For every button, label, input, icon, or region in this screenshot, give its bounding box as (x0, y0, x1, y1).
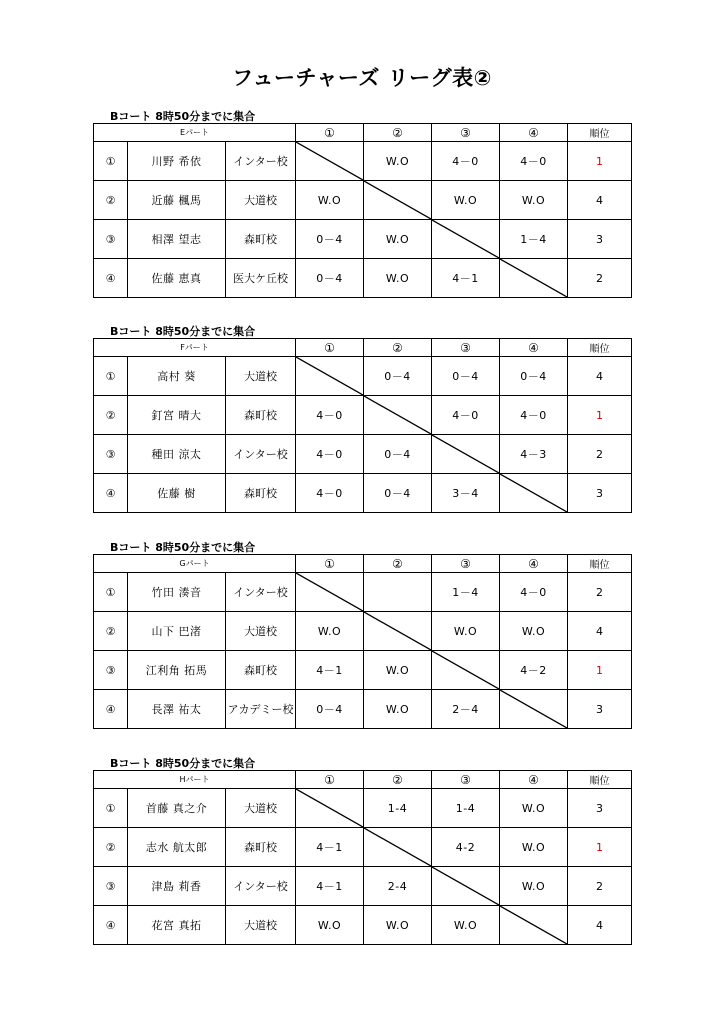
player-school: 大道校 (226, 181, 296, 220)
match-result: W.O (500, 789, 568, 828)
self-match-cell (500, 259, 568, 298)
diagonal-line (364, 181, 431, 219)
match-result: 4－1 (296, 828, 364, 867)
player-name: 釘宮 晴大 (128, 396, 226, 435)
player-number: ① (94, 789, 128, 828)
match-result: W.O (296, 906, 364, 945)
column-header: ③ (432, 555, 500, 573)
match-result: 4－3 (500, 435, 568, 474)
player-rank: 1 (568, 142, 632, 181)
match-result: W.O (500, 828, 568, 867)
player-number: ② (94, 612, 128, 651)
match-result: W.O (364, 651, 432, 690)
player-school: 森町校 (226, 220, 296, 259)
match-result: 4－0 (432, 142, 500, 181)
player-rank: 3 (568, 789, 632, 828)
match-result: 4－0 (296, 435, 364, 474)
player-name: 首藤 真之介 (128, 789, 226, 828)
player-rank: 2 (568, 259, 632, 298)
league-caption: Bコート 8時50分までに集合 (110, 757, 256, 770)
player-number: ② (94, 396, 128, 435)
player-number: ④ (94, 906, 128, 945)
player-rank: 2 (568, 573, 632, 612)
diagonal-line (500, 259, 567, 297)
page-title: フューチャーズ リーグ表② (232, 66, 492, 90)
match-result: W.O (500, 181, 568, 220)
player-row (94, 259, 632, 298)
league-caption: Bコート 8時50分までに集合 (110, 541, 256, 554)
player-name: 相澤 望志 (128, 220, 226, 259)
match-result: 4－2 (500, 651, 568, 690)
header-row (94, 771, 632, 789)
player-name: 江利角 拓馬 (128, 651, 226, 690)
column-header: ④ (500, 771, 568, 789)
column-header: ④ (500, 555, 568, 573)
player-row (94, 220, 632, 259)
diagonal-line (500, 690, 567, 728)
self-match-cell (364, 612, 432, 651)
match-result: W.O (432, 906, 500, 945)
player-number: ③ (94, 435, 128, 474)
column-header: ④ (500, 339, 568, 357)
self-match-cell (500, 474, 568, 513)
player-row (94, 396, 632, 435)
match-result: 0－4 (432, 357, 500, 396)
match-result: 4－0 (500, 396, 568, 435)
player-name: 花宮 真拓 (128, 906, 226, 945)
player-number: ① (94, 573, 128, 612)
diagonal-line (432, 220, 499, 258)
player-rank: 4 (568, 357, 632, 396)
player-school: インター校 (226, 142, 296, 181)
diagonal-line (364, 828, 431, 866)
self-match-cell (364, 828, 432, 867)
diagonal-line (296, 357, 363, 395)
match-result: 4－0 (296, 396, 364, 435)
diagonal-line (500, 474, 567, 512)
rank-header: 順位 (568, 124, 632, 142)
player-rank: 4 (568, 612, 632, 651)
match-result: W.O (296, 612, 364, 651)
diagonal-line (364, 396, 431, 434)
header-row (94, 124, 632, 142)
player-school: 大道校 (226, 612, 296, 651)
rank-header: 順位 (568, 339, 632, 357)
player-row (94, 651, 632, 690)
player-number: ① (94, 357, 128, 396)
player-rank: 3 (568, 690, 632, 729)
player-name: 竹田 湊音 (128, 573, 226, 612)
match-result: 4－1 (432, 259, 500, 298)
diagonal-line (432, 651, 499, 689)
match-result: 0－4 (364, 474, 432, 513)
match-result: W.O (364, 142, 432, 181)
diagonal-line (364, 612, 431, 650)
league-caption: Bコート 8時50分までに集合 (110, 110, 256, 123)
player-rank: 2 (568, 435, 632, 474)
match-result: W.O (364, 220, 432, 259)
player-row (94, 789, 632, 828)
player-school: 大道校 (226, 906, 296, 945)
diagonal-line (296, 142, 363, 180)
match-result: 4－0 (432, 396, 500, 435)
self-match-cell (500, 906, 568, 945)
player-row (94, 181, 632, 220)
player-number: ④ (94, 474, 128, 513)
column-header: ② (364, 339, 432, 357)
column-header: ③ (432, 771, 500, 789)
match-result: W.O (364, 690, 432, 729)
player-row (94, 357, 632, 396)
player-row (94, 906, 632, 945)
player-name: 津島 莉香 (128, 867, 226, 906)
player-row (94, 142, 632, 181)
column-header: ④ (500, 124, 568, 142)
player-school: アカデミー校 (226, 690, 296, 729)
match-result: 1-4 (432, 789, 500, 828)
player-school: 森町校 (226, 396, 296, 435)
player-name: 種田 涼太 (128, 435, 226, 474)
self-match-cell (296, 573, 364, 612)
match-result: 4－0 (500, 573, 568, 612)
self-match-cell (364, 181, 432, 220)
diagonal-line (432, 867, 499, 905)
player-name: 川野 希依 (128, 142, 226, 181)
player-school: 医大ケ丘校 (226, 259, 296, 298)
player-number: ④ (94, 259, 128, 298)
rank-header: 順位 (568, 771, 632, 789)
match-result: 0－4 (364, 435, 432, 474)
header-row (94, 555, 632, 573)
player-school: 森町校 (226, 651, 296, 690)
rank-header: 順位 (568, 555, 632, 573)
self-match-cell (432, 867, 500, 906)
player-name: 志水 航太郎 (128, 828, 226, 867)
match-result: W.O (364, 906, 432, 945)
player-school: 大道校 (226, 357, 296, 396)
player-rank: 4 (568, 906, 632, 945)
diagonal-line (432, 435, 499, 473)
player-rank: 2 (568, 867, 632, 906)
player-row (94, 612, 632, 651)
self-match-cell (296, 142, 364, 181)
column-header: ① (296, 339, 364, 357)
column-header: ① (296, 555, 364, 573)
player-rank: 4 (568, 181, 632, 220)
player-row (94, 435, 632, 474)
self-match-cell (432, 220, 500, 259)
player-number: ③ (94, 867, 128, 906)
match-result: 0－4 (296, 690, 364, 729)
league-table (93, 770, 632, 945)
player-number: ③ (94, 651, 128, 690)
player-school: インター校 (226, 435, 296, 474)
column-header: ③ (432, 124, 500, 142)
player-rank: 1 (568, 396, 632, 435)
player-row (94, 867, 632, 906)
column-header: ② (364, 555, 432, 573)
player-number: ④ (94, 690, 128, 729)
match-result: 4－0 (500, 142, 568, 181)
match-result: W.O (500, 612, 568, 651)
league-table (93, 554, 632, 729)
player-row (94, 828, 632, 867)
player-name: 高村 葵 (128, 357, 226, 396)
player-school: 森町校 (226, 828, 296, 867)
league-table (93, 123, 632, 298)
player-number: ② (94, 181, 128, 220)
player-row (94, 690, 632, 729)
match-result: 1－4 (432, 573, 500, 612)
player-name: 山下 巴渚 (128, 612, 226, 651)
match-result: 0－4 (296, 220, 364, 259)
player-rank: 3 (568, 474, 632, 513)
match-result: W.O (432, 612, 500, 651)
player-rank: 3 (568, 220, 632, 259)
diagonal-line (296, 573, 363, 611)
match-result: 3－4 (432, 474, 500, 513)
self-match-cell (432, 651, 500, 690)
player-rank: 1 (568, 828, 632, 867)
match-result: W.O (364, 259, 432, 298)
player-school: インター校 (226, 573, 296, 612)
player-name: 長澤 祐太 (128, 690, 226, 729)
match-result: 0－4 (296, 259, 364, 298)
diagonal-line (500, 906, 567, 944)
player-number: ② (94, 828, 128, 867)
player-name: 佐藤 樹 (128, 474, 226, 513)
match-result: 1－4 (500, 220, 568, 259)
part-label: Fパート (94, 339, 296, 357)
column-header: ② (364, 771, 432, 789)
part-label: Gパート (94, 555, 296, 573)
match-result: 4－0 (296, 474, 364, 513)
player-row (94, 573, 632, 612)
match-result: 4-2 (432, 828, 500, 867)
match-result: W.O (296, 181, 364, 220)
self-match-cell (296, 357, 364, 396)
match-result: 4－1 (296, 651, 364, 690)
part-label: Hパート (94, 771, 296, 789)
player-rank: 1 (568, 651, 632, 690)
match-result: W.O (500, 867, 568, 906)
self-match-cell (432, 435, 500, 474)
column-header: ① (296, 124, 364, 142)
league-caption: Bコート 8時50分までに集合 (110, 325, 256, 338)
player-number: ① (94, 142, 128, 181)
player-school: 森町校 (226, 474, 296, 513)
column-header: ① (296, 771, 364, 789)
header-row (94, 339, 632, 357)
player-school: インター校 (226, 867, 296, 906)
match-result: 4－1 (296, 867, 364, 906)
match-result (364, 573, 432, 612)
column-header: ② (364, 124, 432, 142)
player-school: 大道校 (226, 789, 296, 828)
match-result: 1-4 (364, 789, 432, 828)
player-name: 近藤 楓馬 (128, 181, 226, 220)
match-result: W.O (432, 181, 500, 220)
player-row (94, 474, 632, 513)
league-table (93, 338, 632, 513)
player-name: 佐藤 恵真 (128, 259, 226, 298)
match-result: 0－4 (500, 357, 568, 396)
self-match-cell (364, 396, 432, 435)
player-number: ③ (94, 220, 128, 259)
diagonal-line (296, 789, 363, 827)
part-label: Eパート (94, 124, 296, 142)
match-result: 0－4 (364, 357, 432, 396)
self-match-cell (500, 690, 568, 729)
match-result: 2－4 (432, 690, 500, 729)
match-result: 2-4 (364, 867, 432, 906)
self-match-cell (296, 789, 364, 828)
column-header: ③ (432, 339, 500, 357)
